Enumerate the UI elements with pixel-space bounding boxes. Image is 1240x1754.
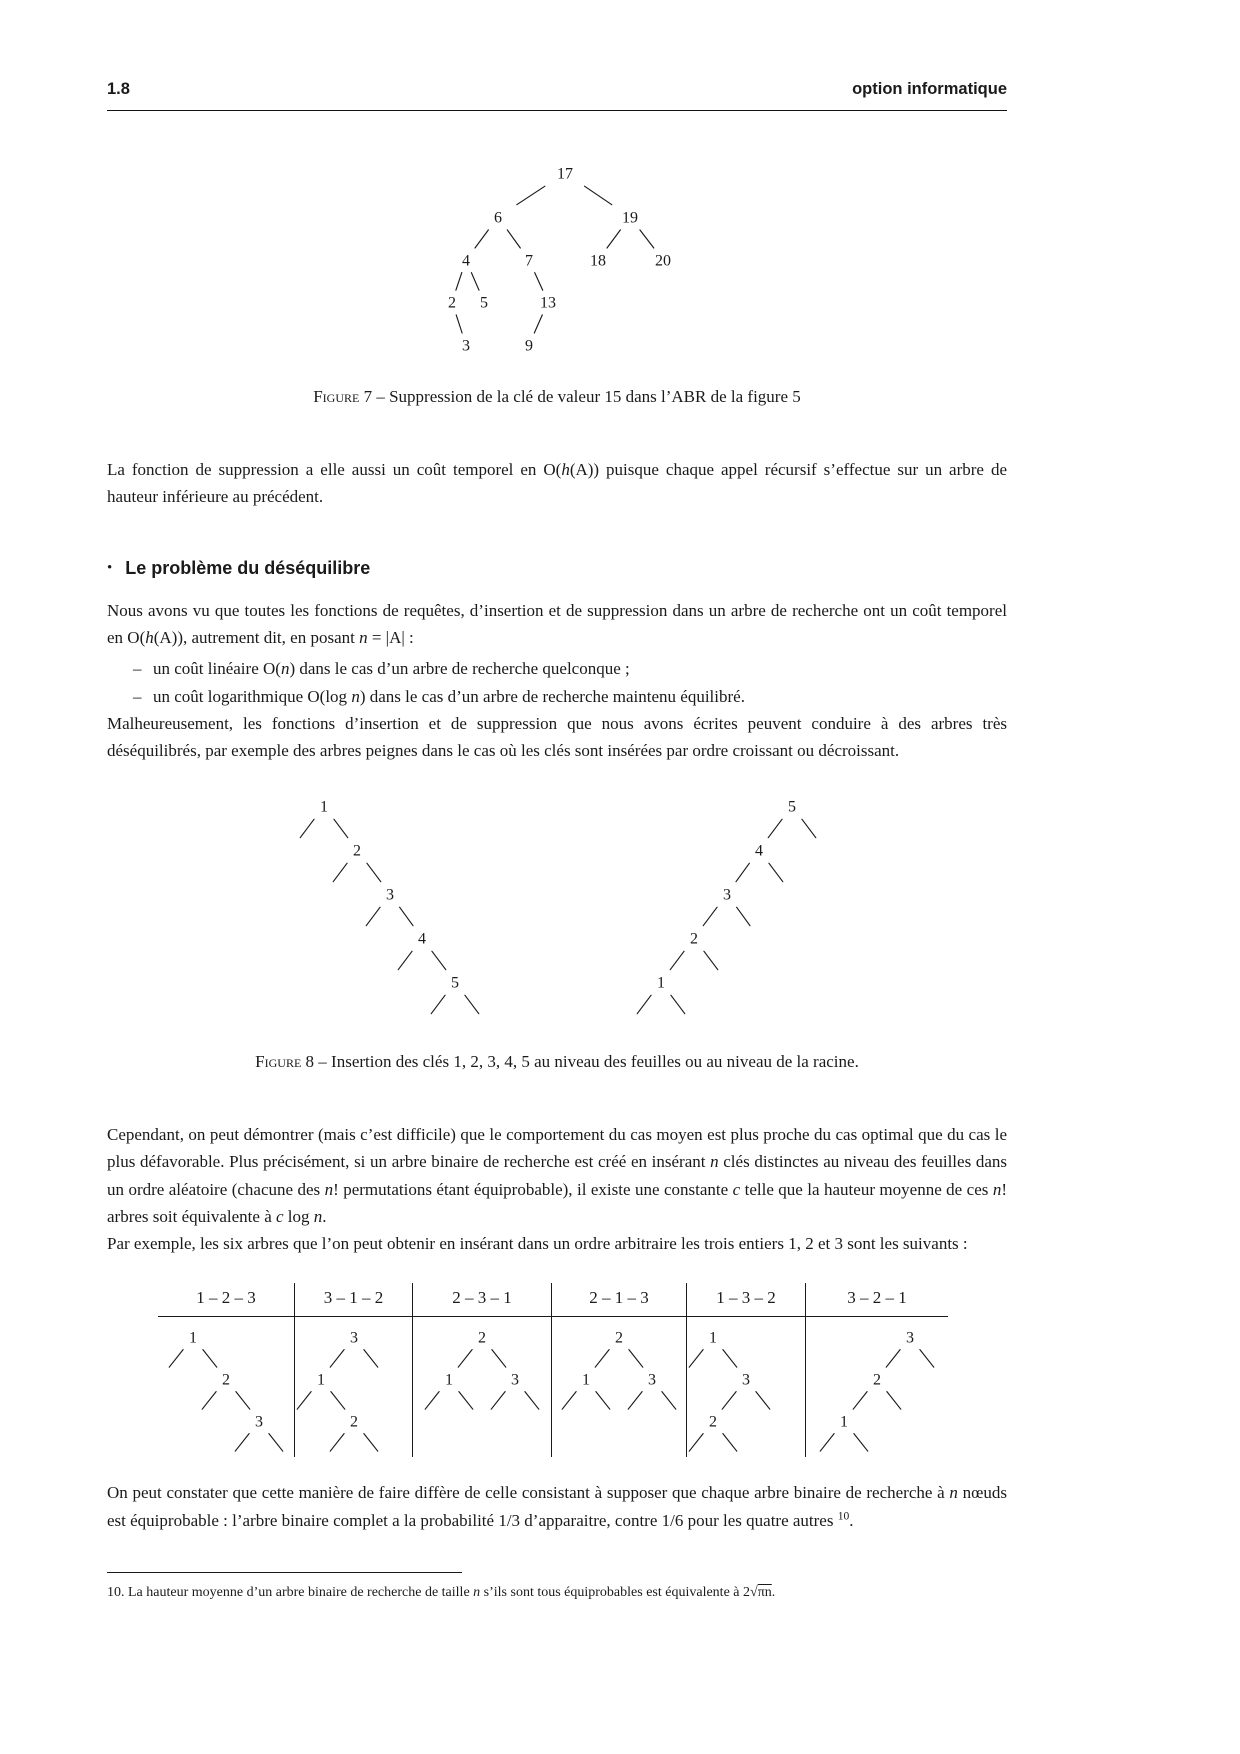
column-body [295, 1317, 412, 1457]
column-header: 3 – 1 – 2 [295, 1283, 412, 1317]
svg-text:3: 3 [349, 1329, 358, 1347]
svg-text:3: 3 [461, 337, 470, 355]
svg-text:17: 17 [556, 165, 573, 183]
svg-text:6: 6 [493, 209, 502, 227]
figure8-caption-label: Figure 8 [255, 1052, 315, 1072]
footnote-rule [107, 1572, 462, 1573]
list-item-linear [107, 655, 1007, 682]
svg-text:3: 3 [385, 886, 394, 904]
table-column-3-2-1 [806, 1283, 948, 1457]
figure8-caption [107, 1048, 1007, 1075]
svg-text:2: 2 [349, 1413, 358, 1431]
svg-text:19: 19 [621, 209, 638, 227]
table-column-1-2-3 [158, 1283, 295, 1457]
figure8-trees [107, 794, 1007, 1020]
svg-text:5: 5 [479, 294, 488, 312]
column-body [413, 1317, 551, 1457]
svg-text:2: 2 [689, 930, 698, 948]
section-title: Le problème du déséquilibre [125, 558, 371, 579]
svg-text:1: 1 [316, 1371, 325, 1389]
svg-text:2: 2 [478, 1329, 486, 1347]
svg-text:1: 1 [445, 1371, 453, 1389]
section-number: 1.8 [107, 80, 130, 98]
column-header: 1 – 2 – 3 [158, 1283, 294, 1317]
column-header: 1 – 3 – 2 [687, 1283, 805, 1317]
footnote-text: 10. La hauteur moyenne d’un arbre binaire de recherche de taille n s’ils sont tous équiprobables est équivalente à 2√πn. [107, 1584, 776, 1600]
figure-7 [107, 161, 1007, 409]
figure8-left-comb-tree-diagram [626, 794, 826, 1020]
course-title: option informatique [852, 80, 1007, 98]
column-body [806, 1317, 948, 1457]
list-item-text: un coût logarithmique O(log n) dans le cas d’un arbre de recherche maintenu équilibré. [153, 686, 745, 706]
tree-3-1-2-diagram [295, 1325, 412, 1457]
paragraph-desequilibre: Malheureusement, les fonctions d’insertion et de suppression que nous avons écrites peuvent conduire à des arbres très déséquilibrés, par exemple des arbres peignes dans le cas où les clés sont insérées par ordre croissant ou décroissant. [107, 713, 1007, 760]
page-header [107, 76, 1007, 111]
svg-text:1: 1 [582, 1371, 590, 1389]
table-column-2-1-3 [552, 1283, 687, 1457]
dash-marker: – [133, 686, 142, 706]
svg-text:7: 7 [524, 252, 533, 270]
svg-text:9: 9 [524, 337, 533, 355]
dash-marker: – [133, 659, 142, 679]
section-heading [107, 554, 1007, 583]
figure7-caption-label: Figure 7 [313, 386, 373, 406]
paragraph-probabilite: On peut constater que cette manière de faire diffère de celle consistant à supposer que chaque arbre binaire de recherche à n nœuds est équiprobable : l’arbre binaire complet a la probabilité 1/3 d’apparaitre, contre 1/6 pour les quatre autres $^{10}$. [107, 1483, 1007, 1530]
figure8-caption-text: – Insertion des clés 1, 2, 3, 4, 5 au niveau des feuilles ou au niveau de la racine. [314, 1052, 859, 1072]
svg-text:1: 1 [319, 798, 328, 816]
column-header: 2 – 3 – 1 [413, 1283, 551, 1317]
svg-text:2: 2 [873, 1371, 881, 1389]
tree-1-2-3-diagram [158, 1325, 294, 1457]
svg-text:3: 3 [511, 1371, 519, 1389]
table-column-1-3-2 [687, 1283, 806, 1457]
svg-text:2: 2 [615, 1329, 623, 1347]
svg-text:2: 2 [222, 1371, 230, 1389]
svg-text:18: 18 [589, 252, 606, 270]
cost-list [107, 655, 1007, 709]
figure7-binary-tree-diagram [435, 161, 680, 358]
svg-text:3: 3 [722, 886, 731, 904]
svg-text:2: 2 [352, 842, 361, 860]
svg-text:1: 1 [189, 1329, 197, 1347]
bullet-icon: • [107, 560, 113, 577]
svg-text:1: 1 [840, 1413, 848, 1431]
svg-text:3: 3 [648, 1371, 656, 1389]
tree-1-3-2-diagram [687, 1325, 805, 1457]
svg-text:3: 3 [742, 1371, 750, 1389]
svg-text:5: 5 [787, 798, 796, 816]
paragraph-cas-moyen: Cependant, on peut démontrer (mais c’est difficile) que le comportement du cas moyen est plus proche du cas optimal que du cas le plus défavorable. Plus précisément, si un arbre binaire de recherche est créé en insérant n clés distinctes au niveau des feuilles dans un ordre aléatoire (chacune des n! permutations étant équiprobable), il existe une constante c telle que la hauteur moyenne de ces n! arbres soit équivalente à c log n. [107, 1125, 1007, 1226]
column-body [158, 1317, 294, 1457]
svg-text:1: 1 [656, 974, 665, 992]
column-header: 3 – 2 – 1 [806, 1283, 948, 1317]
paragraph-cost-overview: Nous avons vu que toutes les fonctions de requêtes, d’insertion et de suppression dans un arbre de recherche ont un coût temporel en O(h(A)), autrement dit, en posant n = |A| : [107, 600, 1007, 648]
svg-text:2: 2 [709, 1413, 717, 1431]
svg-text:20: 20 [654, 252, 671, 270]
figure7-caption [107, 383, 1007, 410]
column-body [687, 1317, 805, 1457]
svg-text:1: 1 [709, 1329, 717, 1347]
column-body [552, 1317, 686, 1457]
svg-text:3: 3 [906, 1329, 914, 1347]
svg-text:5: 5 [450, 974, 459, 992]
svg-text:4: 4 [754, 842, 763, 860]
figure7-caption-text: – Suppression de la clé de valeur 15 dans l’ABR de la figure 5 [372, 386, 801, 406]
tree-2-1-3-diagram [552, 1325, 686, 1457]
svg-text:13: 13 [539, 294, 556, 312]
figure8-right-comb-tree-diagram [289, 794, 489, 1020]
permutation-table [158, 1283, 1007, 1457]
footnote [107, 1572, 1007, 1603]
table-column-3-1-2 [295, 1283, 413, 1457]
table-column-2-3-1 [413, 1283, 552, 1457]
svg-text:4: 4 [461, 252, 470, 270]
column-header: 2 – 1 – 3 [552, 1283, 686, 1317]
svg-text:4: 4 [417, 930, 426, 948]
paragraph-six-arbres: Par exemple, les six arbres que l’on peut obtenir en insérant dans un ordre arbitraire les trois entiers 1, 2 et 3 sont les suivants : [107, 1234, 968, 1253]
list-item-text: un coût linéaire O(n) dans le cas d’un arbre de recherche quelconque ; [153, 659, 630, 679]
svg-text:3: 3 [255, 1413, 263, 1431]
paragraph-suppression-cost: La fonction de suppression a elle aussi un coût temporel en O(h(A)) puisque chaque appel récursif s’effectue sur un arbre de hauteur inférieure au précédent. [107, 459, 1007, 506]
figure-8 [107, 794, 1007, 1075]
svg-text:2: 2 [447, 294, 456, 312]
list-item-logarithmic [107, 683, 1007, 710]
tree-3-2-1-diagram [806, 1325, 948, 1457]
tree-2-3-1-diagram [413, 1325, 551, 1457]
